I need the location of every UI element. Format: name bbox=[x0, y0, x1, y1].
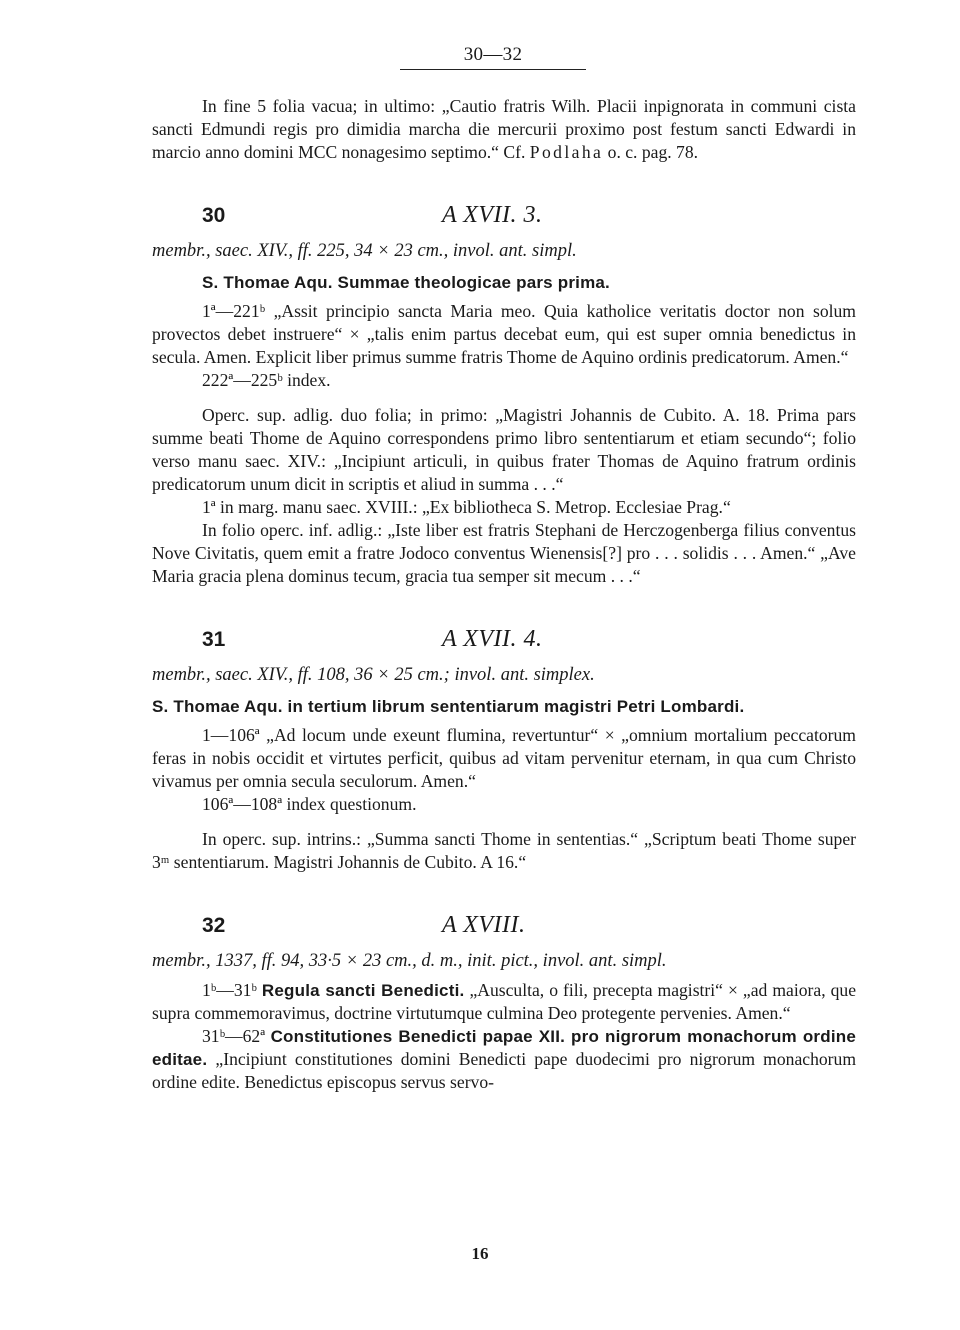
incipit-paragraph bbox=[152, 300, 856, 369]
incipit-paragraph bbox=[152, 724, 856, 793]
shelfmark: A XVIII. bbox=[442, 912, 526, 938]
work-title: Regula sancti Benedicti. bbox=[261, 981, 465, 1000]
item-text: „Ausculta, o fili, precepta magistri“ × „ad maiora, que supra commemoravimus, doctrine virtutumque culmina Deo protegente pervenies. Amen.“ bbox=[152, 980, 856, 1023]
intro-text: In fine 5 folia vacua; in ultimo: „Cautio fratris Wilh. Placii inpignorata in communi cista sancti Edmundi regis pro dimidia marcha die mercurii proximo post festum sancti Edwardi in marcio anno domini MCC nonagesimo septimo.“ bbox=[152, 96, 856, 162]
shelfmark: A XVII. 4. bbox=[442, 626, 543, 652]
note-paragraph: 1ª in marg. manu saec. XVIII.: „Ex bibliotheca S. Metrop. Ecclesiae Prag.“ bbox=[202, 497, 731, 517]
content-item bbox=[152, 979, 856, 1025]
intro-author: Podlaha bbox=[529, 142, 604, 162]
index-line: 106ª—108ª index questionum. bbox=[202, 794, 417, 814]
incipit-text: „Ad locum unde exeunt flumina, revertuntur“ × „omnium mortalium peccatorum feras in nobis occidit et virtutes perficit, quibus ad vitam pervenitur eternam, in qua cum Christo vivamus per omnia secula seculorum. Amen.“ bbox=[152, 725, 856, 791]
work-title: S. Thomae Aqu. in tertium librum sententiarum magistri Petri Lombardi. bbox=[152, 697, 745, 716]
folio-range: 1—106ª bbox=[202, 725, 260, 745]
folio-range: 31ᵇ—62ª bbox=[202, 1026, 266, 1046]
item-text: „Incipiunt constitutiones domini Benedicti pape duodecimi pro nigrorum monachorum ordine edite. Benedictus episcopus servus servo- bbox=[152, 1049, 857, 1092]
work-title: S. Thomae Aqu. Summae theologicae pars prima. bbox=[202, 273, 610, 292]
entry-30 bbox=[152, 204, 856, 588]
physical-description: membr., 1337, ff. 94, 33·5 × 23 cm., d. m., init. pict., invol. ant. simpl. bbox=[152, 951, 667, 971]
work-title: Constitutiones Benedicti papae XII. pro nigrorum monachorum ordine editae. bbox=[152, 1027, 856, 1069]
folio-range: 1ª—221ᵇ bbox=[202, 301, 266, 321]
folio-range: 1ᵇ—31ᵇ bbox=[202, 980, 257, 1000]
entry-32 bbox=[152, 914, 856, 1094]
physical-description: membr., saec. XIV., ff. 225, 34 × 23 cm., invol. ant. simpl. bbox=[152, 241, 577, 261]
note-paragraph: In folio operc. inf. adlig.: „Iste liber est fratris Stephani de Herczogenberga filius conventus Nove Civitatis, quem emit a fratre Jodoco conventus Wienensis[?] pro . . . solidis . . . Amen.“ „Ave Maria gracia plena dominus tecum, gracia tua semper sit mecum . . .“ bbox=[152, 520, 856, 586]
shelfmark: A XVII. 3. bbox=[442, 202, 543, 228]
entry-heading bbox=[152, 628, 856, 660]
intro-ref: o. c. pag. 78. bbox=[607, 142, 699, 162]
page-number: 16 bbox=[471, 1244, 489, 1263]
entry-number: 32 bbox=[202, 914, 226, 937]
page-body bbox=[152, 95, 856, 1094]
intro-cf: Cf. bbox=[503, 142, 526, 162]
note-paragraph: In operc. sup. intrins.: „Summa sancti Thome in sententias.“ „Scriptum beati Thome super 3ᵐ sententiarum. Magistri Johannis de Cubito. A 16.“ bbox=[152, 829, 856, 872]
incipit-text: „Assit principio sancta Maria meo. Quia katholice veritatis doctor non solum provectos debet instruere“ × „talis enim partus decebat eum, qui est super omnia benedictus in secula. Amen. Explicit liber primus summe fratris Thome de Aquino ordinis predicatorum. Amen.“ bbox=[152, 301, 856, 367]
running-header: 30—32 bbox=[400, 44, 586, 70]
entry-heading bbox=[152, 914, 856, 946]
entry-heading bbox=[152, 204, 856, 236]
entry-31 bbox=[152, 628, 856, 874]
physical-description: membr., saec. XIV., ff. 108, 36 × 25 cm.; invol. ant. simplex. bbox=[152, 665, 595, 685]
entry-number: 31 bbox=[202, 628, 226, 651]
entry-number: 30 bbox=[202, 204, 226, 227]
content-item bbox=[152, 1025, 856, 1094]
intro-paragraph bbox=[152, 95, 856, 164]
index-line: 222ª—225ᵇ index. bbox=[202, 370, 331, 390]
note-paragraph: Operc. sup. adlig. duo folia; in primo: „Magistri Johannis de Cubito. A. 18. Prima pars summe beati Thome de Aquino correspondens primo libro sententiarum et etiam secundo“; folio verso manu saec. XIV.: „Incipiunt articuli, in quibus frater Thomas de Aquino fratrum ordinis predicatorum unum dicit in scriptis et aliud in summa . . .“ bbox=[152, 405, 856, 494]
